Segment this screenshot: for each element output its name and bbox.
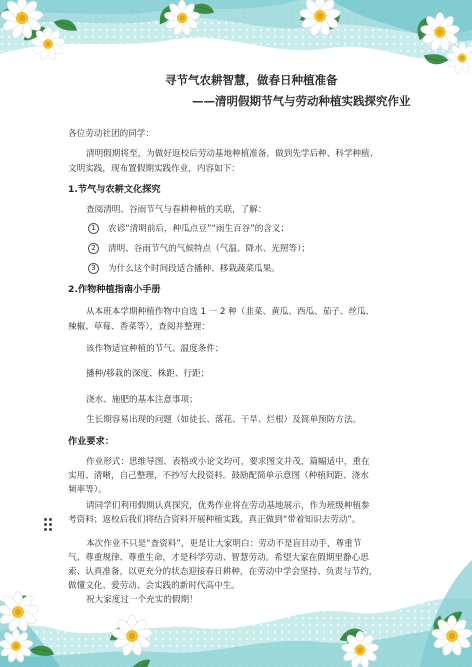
intro-line-2: 文明实践，现布置假期实践作业，内容如下： [68, 164, 240, 174]
requirements-para2-line-1: 请同学们利用假期认真探究，优秀作业将在劳动基地展示，作为班级种植参 [86, 501, 370, 511]
document-subtitle: ——清明假期节气与劳动种植实践探究作业 [192, 94, 411, 108]
section-2-heading: 2.作物种植指南小手册 [68, 284, 161, 295]
greeting: 各位劳动社团的同学： [68, 129, 154, 139]
item-number-1: 1 [88, 223, 99, 234]
section-1-item-1: 农谚“清明前后，种瓜点豆”“雨生百谷”的含义； [108, 224, 290, 234]
closing-line-4: 做懂文化、爱劳动、会实践的新时代高中生。 [68, 581, 240, 591]
requirements-heading: 作业要求： [68, 436, 114, 447]
document-title: 寻节气农耕智慧，做春日种植准备 [165, 73, 338, 87]
closing-line-1: 本次作业不只是“查资料”，更是让大家明白：劳动不是盲目动手，尊重节 [86, 539, 362, 549]
drag-handle-icon[interactable] [44, 518, 52, 532]
section-1-item-2: 清明、谷雨节气的气候特点（气温、降水、光照等）； [108, 244, 310, 254]
section-2-line-2: 播种/移栽的深度、株距、行距； [86, 369, 210, 379]
closing-line-2: 气、尊重规律、尊重生命，才是科学劳动、智慧劳动。希望大家在假期里静心思 [68, 553, 369, 563]
requirements-para1-line-3: 频率等）。 [68, 485, 107, 495]
item-number-3: 3 [88, 263, 99, 274]
intro-line-1: 清明假期将至，为做好返校后劳动基地种植准备，做到先学后种、科学种植、 [86, 149, 379, 159]
section-2-lead-1: 从本班本学期种植作物中自选 1 一 2 种（韭菜、黄瓜、西瓜、茄子、丝瓜、 [86, 307, 375, 317]
closing-wish: 祝大家度过一个充实的假期！ [86, 595, 198, 605]
section-1-heading: 1.节气与农耕文化探究 [68, 184, 161, 195]
requirements-para2-line-2: 考资料；返校后我们将结合资料开展种植实践，真正做到“带着知识去劳动”。 [68, 515, 361, 525]
closing-line-3: 索、认真准备，以更充分的状态迎接春日耕种，在劳动中学会坚持、负责与节约， [68, 567, 378, 577]
section-2-lead-2: 辣椒、草莓、香菜等），查阅并整理： [68, 322, 210, 332]
section-2-line-1: 该作物适宜种植的节气、温度条件； [86, 344, 224, 354]
item-number-2: 2 [88, 243, 99, 254]
section-1-lead: 查阅清明、谷雨节气与春耕种植的关联，了解： [86, 205, 267, 215]
requirements-para1-line-2: 实用、清晰，自己整理，不抄写大段资料。鼓励配简单示意图（种植间距、浇水 [68, 471, 369, 481]
section-1-item-3: 为什么这个时间段适合播种、移栽蔬菜瓜果。 [108, 264, 280, 274]
section-2-line-3: 浇水、施肥的基本注意事项； [86, 395, 198, 405]
section-2-line-4: 生长期容易出现的问题（如徒长、落花、干旱、烂根）及简单预防方法。 [86, 415, 362, 425]
requirements-para1-line-1: 作业形式：思维导图、表格或小论文均可，要求图文并茂，篇幅适中，重在 [86, 457, 370, 467]
